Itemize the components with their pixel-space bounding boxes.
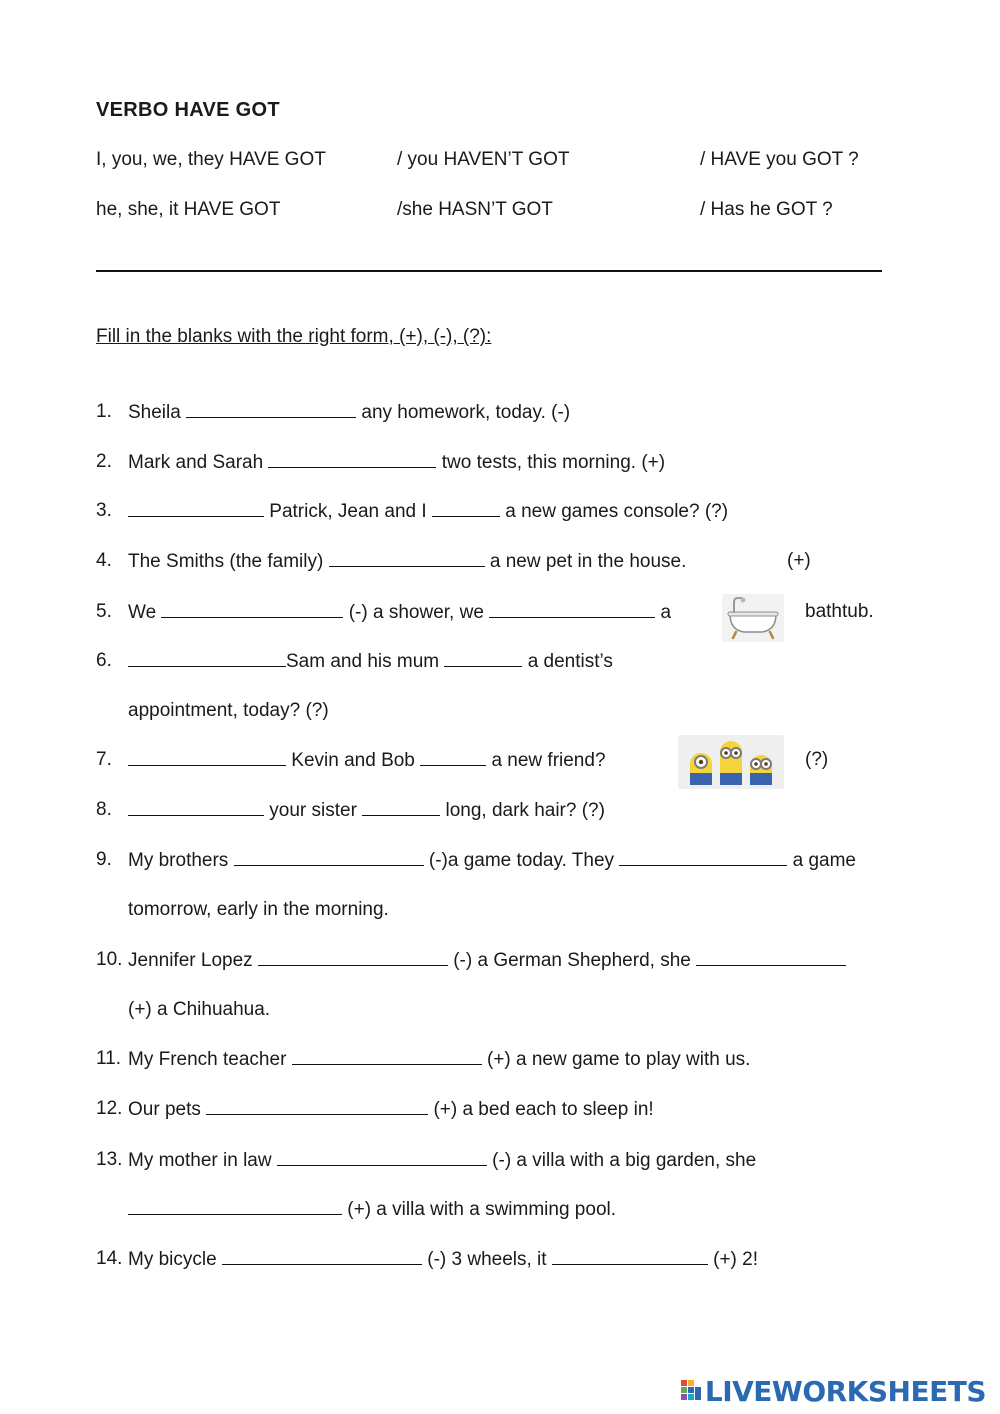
answer-blank[interactable] <box>222 1248 422 1265</box>
grammar-row-singular <box>0 199 1000 229</box>
item-text-a: Patrick, Jean and I <box>269 501 427 522</box>
item-text-c: a <box>660 602 672 623</box>
answer-blank[interactable] <box>489 601 655 618</box>
item-sign: (?) <box>805 749 829 770</box>
answer-blank[interactable] <box>161 601 343 618</box>
item-text-a: My brothers <box>128 850 229 871</box>
answer-blank[interactable] <box>696 949 846 966</box>
item-13-continuation <box>128 1198 616 1221</box>
item-text-a: Sheila <box>128 402 181 423</box>
item-text-a: Mark and Sarah <box>128 452 264 473</box>
item-text-b: (-) a shower, we <box>348 602 484 623</box>
item-text-b: (-) a German Shepherd, she <box>453 950 691 971</box>
item-number: 12. <box>96 1098 123 1119</box>
item-text <box>128 401 570 424</box>
item-text <box>128 500 728 523</box>
item-text-a: The Smiths (the family) <box>128 551 324 572</box>
item-text-b: a new friend? <box>491 750 606 771</box>
item-text <box>128 799 605 822</box>
item-text-b: a new games console? (?) <box>505 501 729 522</box>
item-text-a: My French teacher <box>128 1049 287 1070</box>
answer-blank[interactable] <box>128 1198 342 1215</box>
liveworksheets-logo <box>680 1374 986 1408</box>
answer-blank[interactable] <box>128 650 286 667</box>
item-text <box>128 601 671 624</box>
item-number: 8. <box>96 799 112 820</box>
answer-blank[interactable] <box>268 451 436 468</box>
item-text-b: (-) a villa with a big garden, she <box>492 1150 757 1171</box>
item-text <box>128 550 686 573</box>
item-number: 1. <box>96 401 112 422</box>
item-text-a: your sister <box>269 800 357 821</box>
answer-blank[interactable] <box>234 849 424 866</box>
item-text-a: Sam and his mum <box>286 651 440 672</box>
item-text-b: long, dark hair? (?) <box>445 800 605 821</box>
item-9-continuation: tomorrow, early in the morning. <box>128 899 389 920</box>
divider-line <box>96 270 882 272</box>
item-number: 2. <box>96 451 112 472</box>
item-text-b: (+) a bed each to sleep in! <box>433 1099 654 1120</box>
item-text-b: any homework, today. (-) <box>361 402 571 423</box>
item-text <box>128 849 856 872</box>
question-plural: / HAVE you GOT ? <box>700 149 859 170</box>
item-text <box>128 451 665 474</box>
item-number: 13. <box>96 1149 123 1170</box>
answer-blank[interactable] <box>206 1098 428 1115</box>
item-number: 14. <box>96 1248 123 1269</box>
affirmative-plural: I, you, we, they HAVE GOT <box>96 149 326 170</box>
question-singular: / Has he GOT ? <box>700 199 833 220</box>
item-text-a: My bicycle <box>128 1249 217 1270</box>
item-number: 10. <box>96 949 123 970</box>
answer-blank[interactable] <box>619 849 787 866</box>
item-number: 6. <box>96 650 112 671</box>
bathtub-image <box>722 594 784 642</box>
answer-blank[interactable] <box>420 749 486 766</box>
item-number: 11. <box>96 1048 122 1069</box>
affirmative-singular: he, she, it HAVE GOT <box>96 199 281 220</box>
liveworksheets-logo-icon <box>680 1378 702 1404</box>
answer-blank[interactable] <box>128 749 286 766</box>
worksheet-title: VERBO HAVE GOT <box>96 99 280 121</box>
answer-blank[interactable] <box>329 550 485 567</box>
item-number: 4. <box>96 550 112 571</box>
negative-singular: /she HASN’T GOT <box>397 199 553 220</box>
item-number: 5. <box>96 601 112 622</box>
item-text <box>128 949 846 972</box>
item-text <box>128 1048 750 1071</box>
item-text-b: (-) 3 wheels, it <box>427 1249 547 1270</box>
item-text-b: a dentist’s <box>527 651 613 672</box>
item-10-continuation: (+) a Chihuahua. <box>128 999 271 1020</box>
item-number: 3. <box>96 500 112 521</box>
item-text-a: My mother in law <box>128 1150 272 1171</box>
item-text-a: Jennifer Lopez <box>128 950 253 971</box>
answer-blank[interactable] <box>444 650 522 667</box>
minions-image <box>678 735 784 789</box>
item-number: 9. <box>96 849 112 870</box>
answer-blank[interactable] <box>258 949 448 966</box>
answer-blank[interactable] <box>432 500 500 517</box>
answer-blank[interactable] <box>277 1149 487 1166</box>
item-text-b: a new pet in the house. <box>489 551 687 572</box>
item-text-d: bathtub. <box>805 601 874 622</box>
item-6-continuation: appointment, today? (?) <box>128 700 329 721</box>
item-sign: (+) <box>787 550 811 571</box>
item-text <box>128 650 613 673</box>
item-text <box>128 1248 758 1271</box>
answer-blank[interactable] <box>128 799 264 816</box>
answer-blank[interactable] <box>128 500 264 517</box>
grammar-row-plural <box>0 149 1000 179</box>
item-text-a: Our pets <box>128 1099 201 1120</box>
item-text-a: We <box>128 602 157 623</box>
negative-plural: / you HAVEN’T GOT <box>397 149 570 170</box>
item-13-continuation-text: (+) a villa with a swimming pool. <box>347 1199 617 1220</box>
item-text-b: (+) a new game to play with us. <box>486 1049 751 1070</box>
item-text-b: (-)a game today. They <box>428 850 615 871</box>
item-text <box>128 749 606 772</box>
liveworksheets-logo-text: LIVEWORKSHEETS <box>704 1374 986 1408</box>
answer-blank[interactable] <box>292 1048 482 1065</box>
item-number: 7. <box>96 749 112 770</box>
item-text <box>128 1149 756 1172</box>
item-text-c: a game <box>792 850 856 871</box>
answer-blank[interactable] <box>552 1248 708 1265</box>
answer-blank[interactable] <box>362 799 440 816</box>
item-text <box>128 1098 654 1121</box>
item-text-b: two tests, this morning. (+) <box>441 452 666 473</box>
answer-blank[interactable] <box>186 401 356 418</box>
item-text-c: (+) 2! <box>713 1249 758 1270</box>
instruction: Fill in the blanks with the right form, (+), (-), (?): <box>96 326 492 347</box>
item-text-a: Kevin and Bob <box>291 750 415 771</box>
